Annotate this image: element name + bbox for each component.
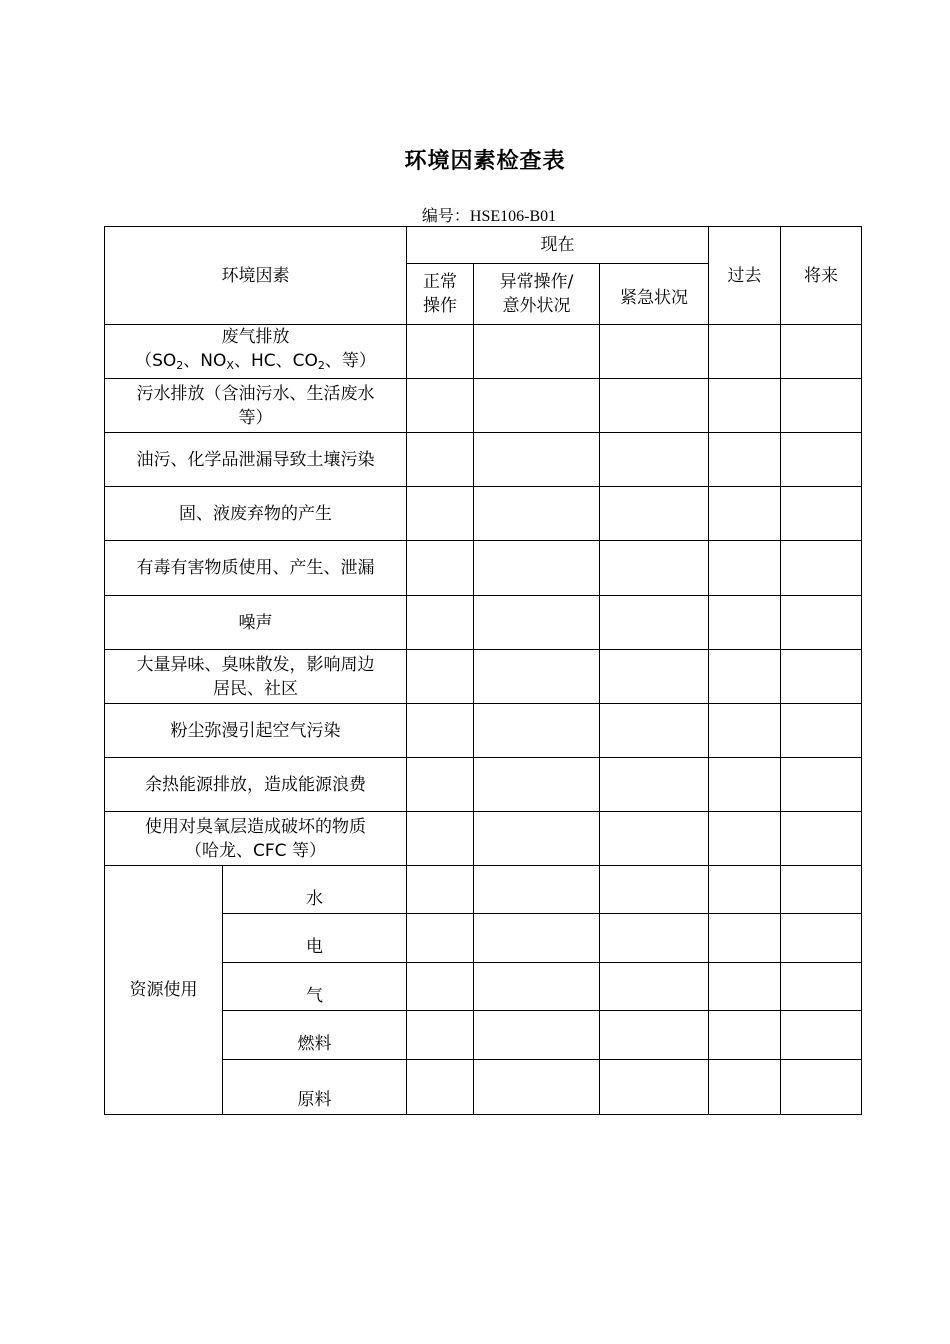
table-row [105, 812, 862, 866]
exhaust-mid1: 、NO [183, 351, 227, 371]
cell-normal[interactable] [407, 758, 474, 812]
cell-emergency[interactable] [600, 758, 709, 812]
exhaust-open: （SO [135, 351, 177, 371]
cell-future[interactable] [781, 758, 862, 812]
cell-emergency[interactable] [600, 487, 709, 541]
cell-past[interactable] [709, 596, 781, 650]
cell-emergency[interactable] [600, 596, 709, 650]
document-code [0, 203, 950, 226]
cell-emergency[interactable] [600, 866, 709, 914]
cell-abnormal[interactable] [474, 1011, 600, 1060]
cell-future[interactable] [781, 325, 862, 379]
factor-exhaust [105, 325, 407, 379]
resource-item-water [223, 866, 407, 914]
cell-emergency[interactable] [600, 704, 709, 758]
cell-past[interactable] [709, 541, 781, 596]
header-past: 过去 [709, 227, 781, 325]
cell-past[interactable] [709, 704, 781, 758]
header-abnormal [474, 264, 600, 325]
cell-abnormal[interactable] [474, 487, 600, 541]
checklist-table [104, 226, 862, 1115]
cell-past[interactable] [709, 812, 781, 866]
header-emergency: 紧急状况 [600, 264, 709, 325]
cell-normal[interactable] [407, 596, 474, 650]
table-row [105, 596, 862, 650]
cell-abnormal[interactable] [474, 812, 600, 866]
cell-future[interactable] [781, 596, 862, 650]
exhaust-line1: 废气排放 [221, 327, 290, 347]
cell-normal[interactable] [407, 541, 474, 596]
cell-past[interactable] [709, 1060, 781, 1115]
factor-ozone [105, 812, 407, 866]
table-row [105, 866, 862, 914]
cell-future[interactable] [781, 1060, 862, 1115]
cell-future[interactable] [781, 963, 862, 1011]
table-row [105, 433, 862, 487]
cell-normal[interactable] [407, 487, 474, 541]
cell-abnormal[interactable] [474, 914, 600, 963]
cell-abnormal[interactable] [474, 963, 600, 1011]
table-row [105, 758, 862, 812]
cell-emergency[interactable] [600, 1060, 709, 1115]
resource-label: 资源使用 [105, 866, 223, 1115]
cell-emergency[interactable] [600, 812, 709, 866]
cell-abnormal[interactable] [474, 758, 600, 812]
code-value: HSE106-B01 [469, 208, 557, 225]
cell-abnormal[interactable] [474, 379, 600, 433]
odor-line1: 大量异味、臭味散发，影响周边 [136, 654, 375, 675]
ozone-line1: 使用对臭氧层造成破坏的物质 [145, 816, 366, 837]
cell-normal[interactable] [407, 866, 474, 914]
cell-abnormal[interactable] [474, 325, 600, 379]
cell-past[interactable] [709, 866, 781, 914]
resource-item-label: 燃料 [297, 1034, 332, 1054]
cell-future[interactable] [781, 704, 862, 758]
cell-emergency[interactable] [600, 379, 709, 433]
sewage-line2: 等） [238, 407, 273, 428]
cell-future[interactable] [781, 914, 862, 963]
factor-odor [105, 650, 407, 704]
cell-future[interactable] [781, 1011, 862, 1060]
header-abnormal-line1: 异常操作/ [499, 272, 574, 292]
header-now: 现在 [407, 227, 709, 264]
cell-past[interactable] [709, 914, 781, 963]
cell-normal[interactable] [407, 704, 474, 758]
cell-abnormal[interactable] [474, 704, 600, 758]
factor-waste: 固、液废弃物的产生 [105, 487, 407, 541]
exhaust-mid2: 、HC、CO [233, 351, 318, 371]
cell-future[interactable] [781, 433, 862, 487]
header-normal [407, 264, 474, 325]
cell-normal[interactable] [407, 963, 474, 1011]
cell-emergency[interactable] [600, 914, 709, 963]
cell-past[interactable] [709, 758, 781, 812]
odor-line2: 居民、社区 [213, 678, 298, 699]
cell-past[interactable] [709, 1011, 781, 1060]
resource-item-electricity [223, 914, 407, 963]
cell-emergency[interactable] [600, 541, 709, 596]
cell-emergency[interactable] [600, 650, 709, 704]
cell-emergency[interactable] [600, 963, 709, 1011]
factor-sewage [105, 379, 407, 433]
cell-abnormal[interactable] [474, 596, 600, 650]
header-normal-line2: 操作 [423, 296, 457, 316]
cell-past[interactable] [709, 433, 781, 487]
table-row [105, 325, 862, 379]
cell-normal[interactable] [407, 325, 474, 379]
exhaust-sub-so2: 2 [176, 359, 184, 372]
resource-item-label: 电 [306, 937, 323, 957]
cell-abnormal[interactable] [474, 650, 600, 704]
cell-normal[interactable] [407, 1011, 474, 1060]
resource-item-fuel [223, 1011, 407, 1060]
table-row [105, 650, 862, 704]
resource-item-gas [223, 963, 407, 1011]
header-factor: 环境因素 [105, 227, 407, 325]
header-future: 将来 [781, 227, 862, 325]
exhaust-close: 、等） [324, 351, 376, 371]
code-label: 编号： [421, 206, 470, 225]
cell-normal[interactable] [407, 1060, 474, 1115]
resource-item-raw-material [223, 1060, 407, 1115]
cell-future[interactable] [781, 541, 862, 596]
cell-future[interactable] [781, 379, 862, 433]
sewage-line1: 污水排放（含油污水、生活废水 [136, 383, 375, 404]
cell-normal[interactable] [407, 914, 474, 963]
cell-abnormal[interactable] [474, 433, 600, 487]
resource-item-label: 原料 [297, 1090, 332, 1110]
header-abnormal-line2: 意外状况 [502, 296, 571, 316]
exhaust-line2 [135, 351, 376, 371]
cell-future[interactable] [781, 650, 862, 704]
table-row [105, 487, 862, 541]
resource-item-label: 气 [306, 985, 323, 1006]
cell-past[interactable] [709, 963, 781, 1011]
cell-future[interactable] [781, 866, 862, 914]
factor-noise: 噪声 [105, 596, 407, 650]
table-row [105, 541, 862, 596]
factor-soil: 油污、化学品泄漏导致土壤污染 [105, 433, 407, 487]
cell-future[interactable] [781, 812, 862, 866]
cell-normal[interactable] [407, 433, 474, 487]
cell-future[interactable] [781, 487, 862, 541]
cell-past[interactable] [709, 487, 781, 541]
document-title: 环境因素检查表 [404, 149, 566, 174]
header-row-1 [105, 227, 862, 264]
exhaust-sub-co2: 2 [317, 359, 325, 372]
factor-heat: 余热能源排放，造成能源浪费 [105, 758, 407, 812]
resource-item-label: 水 [306, 888, 323, 909]
cell-past[interactable] [709, 325, 781, 379]
factor-dust: 粉尘弥漫引起空气污染 [105, 704, 407, 758]
cell-emergency[interactable] [600, 325, 709, 379]
cell-normal[interactable] [407, 812, 474, 866]
cell-abnormal[interactable] [474, 541, 600, 596]
exhaust-sub-nox: X [226, 359, 234, 372]
cell-emergency[interactable] [600, 433, 709, 487]
cell-past[interactable] [709, 650, 781, 704]
cell-past[interactable] [709, 379, 781, 433]
cell-abnormal[interactable] [474, 866, 600, 914]
header-normal-line1: 正常 [423, 272, 457, 292]
cell-emergency[interactable] [600, 1011, 709, 1060]
table-row [105, 379, 862, 433]
cell-normal[interactable] [407, 650, 474, 704]
cell-abnormal[interactable] [474, 1060, 600, 1115]
cell-normal[interactable] [407, 379, 474, 433]
ozone-line2: （哈龙、CFC 等） [185, 840, 326, 861]
table-row [105, 704, 862, 758]
factor-toxic: 有毒有害物质使用、产生、泄漏 [105, 541, 407, 596]
